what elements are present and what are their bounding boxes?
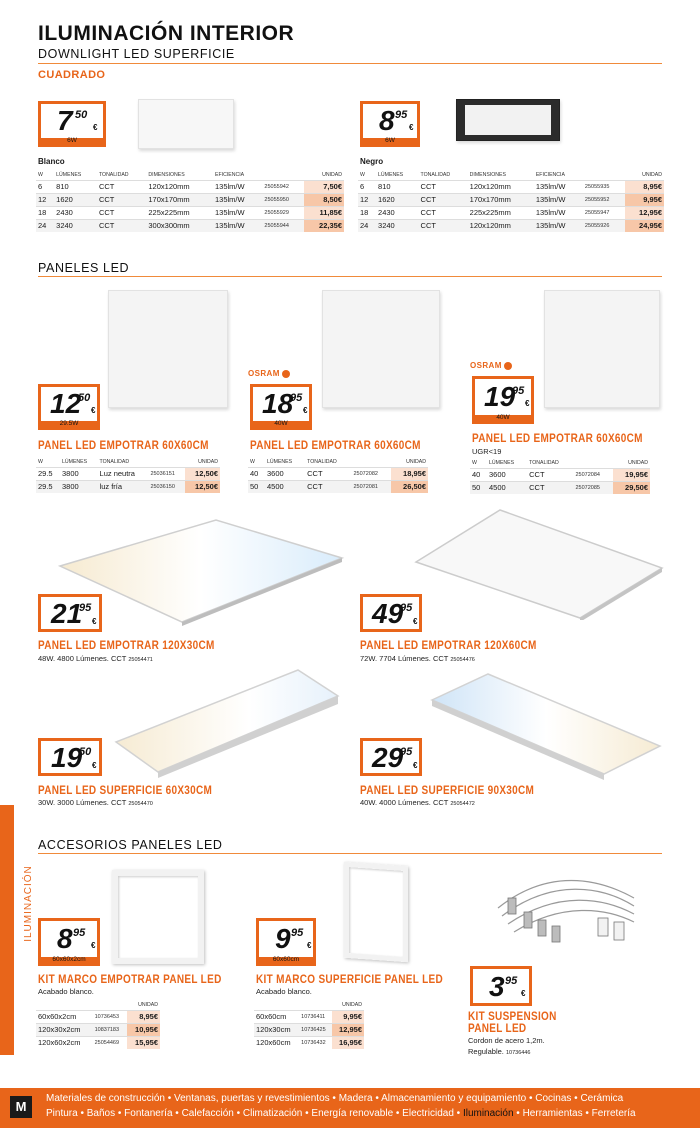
price-tag — [470, 966, 532, 1006]
cell-price: 8,95€ — [127, 1010, 160, 1023]
product-image-frame-superficie — [344, 862, 408, 962]
product-image-frame-empotrar — [112, 870, 204, 964]
cell: 120x60x2cm — [36, 1036, 93, 1049]
price-integer: 18 — [262, 388, 294, 419]
product-desc — [38, 654, 153, 663]
th-tonalidad: TONALIDAD — [98, 171, 129, 178]
price-tag — [360, 101, 420, 147]
th-code — [583, 170, 625, 180]
cell: CCT — [305, 480, 351, 493]
cell: 135lm/W — [534, 180, 583, 193]
spec-table-p1 — [36, 457, 220, 493]
cell-code: 25036151 — [148, 467, 185, 480]
desc-text: 30W. 3000 Lúmenes. CCT — [38, 798, 127, 807]
cell: 810 — [54, 180, 97, 193]
cell: 3600 — [487, 468, 527, 481]
th-w: W — [250, 458, 255, 465]
product-title: KIT MARCO EMPOTRAR PANEL LED — [38, 974, 222, 987]
cell: 4500 — [265, 480, 305, 493]
spec-table-black — [358, 170, 664, 232]
cell: 135lm/W — [534, 219, 583, 232]
brand-logo: M — [10, 1096, 32, 1118]
product-title: PANEL LED SUPERFICIE 60X30CM — [38, 785, 213, 798]
th-unidad: UNIDAD — [642, 171, 662, 178]
cell-code: 10736453 — [93, 1010, 128, 1023]
desc-text: 40W. 4000 Lúmenes. CCT — [360, 798, 449, 807]
cell: CCT — [527, 468, 573, 481]
product-image-black-downlight — [456, 99, 560, 141]
price-integer: 7 — [57, 105, 73, 136]
product-title: PANEL LED EMPOTRAR 60X60CM — [472, 433, 643, 446]
cell-code: 25055935 — [583, 180, 625, 193]
price-cents: 95 — [400, 602, 413, 614]
osram-logo — [248, 369, 290, 378]
cell: CCT — [97, 206, 146, 219]
brand-label: OSRAM — [470, 361, 502, 370]
side-label-text: ILUMINACIÓN — [22, 865, 34, 942]
price-cents: 95 — [291, 927, 304, 939]
product-title: KIT MARCO SUPERFICIE PANEL LED — [256, 974, 443, 987]
cell: 170x170mm — [468, 193, 534, 206]
price-tag — [472, 376, 534, 424]
product-title: PANEL LED EMPOTRAR 60X60CM — [250, 440, 421, 453]
price-integer: 29 — [372, 742, 404, 773]
product-image-panel-60x60-ugr — [544, 290, 660, 408]
cell: CCT — [97, 193, 146, 206]
cell: 135lm/W — [534, 193, 583, 206]
price-currency: € — [307, 941, 312, 950]
desc-code: 25054472 — [450, 801, 475, 807]
product-title: PANEL LED EMPOTRAR 60X60CM — [38, 440, 209, 453]
price-tag — [38, 101, 106, 147]
price-tag — [38, 918, 100, 966]
cell-code: 25055944 — [262, 219, 304, 232]
price-tag — [256, 918, 316, 966]
cell-price: 9,95€ — [332, 1010, 364, 1023]
cell: 3240 — [376, 219, 419, 232]
cell: 2430 — [376, 206, 419, 219]
price-tag-sub: 40W — [274, 420, 288, 427]
th-w: W — [38, 458, 43, 465]
table-row — [254, 1023, 364, 1036]
price-tag-sub: 60x60cm — [272, 956, 300, 963]
section-divider — [38, 276, 662, 277]
cell: 135lm/W — [213, 206, 262, 219]
cell-price: 12,95€ — [625, 206, 664, 219]
price-tag-sub: 60x60x2cm — [52, 956, 86, 963]
cell: 300x300mm — [146, 219, 213, 232]
th-lumenes: LÚMENES — [62, 458, 88, 465]
cell-price: 18,95€ — [391, 467, 428, 480]
price-tag — [38, 384, 100, 430]
product-image-panel-120x60 — [414, 508, 664, 620]
cell: 29.5 — [36, 480, 60, 493]
cell: 810 — [376, 180, 419, 193]
cell: 1620 — [376, 193, 419, 206]
spec-table-white — [36, 170, 344, 232]
cell: 120x120mm — [468, 180, 534, 193]
price-cents: 50 — [79, 746, 92, 758]
cell-code: 25055942 — [262, 180, 304, 193]
cell: CCT — [305, 467, 351, 480]
price-currency: € — [92, 617, 97, 626]
price-cents: 50 — [78, 392, 91, 404]
cell: 60x60x2cm — [36, 1010, 93, 1023]
cell: 6 — [36, 180, 54, 193]
page-title: ILUMINACIÓN INTERIOR — [38, 22, 295, 45]
cell: 3600 — [265, 467, 305, 480]
cell: CCT — [419, 180, 468, 193]
cell-price: 26,50€ — [391, 480, 428, 493]
cell: 135lm/W — [213, 219, 262, 232]
cell-code: 10736411 — [299, 1010, 332, 1023]
cell-code: 25055950 — [262, 193, 304, 206]
cell-price: 15,95€ — [127, 1036, 160, 1049]
cell: CCT — [97, 219, 146, 232]
osram-icon — [504, 362, 512, 370]
th-tonalidad: TONALIDAD — [99, 458, 130, 465]
cell: 24 — [358, 219, 376, 232]
product-desc — [38, 798, 153, 807]
product-image-panel-60x60-osram — [322, 290, 440, 408]
cell: 120x30x2cm — [36, 1023, 93, 1036]
price-cents: 95 — [400, 746, 413, 758]
table-row — [36, 1010, 160, 1023]
th-unidad: UNIDAD — [198, 458, 218, 465]
th-lumenes: LÚMENES — [56, 171, 82, 178]
cell: 135lm/W — [213, 193, 262, 206]
table-row — [358, 219, 664, 232]
th-code — [574, 458, 613, 468]
product-title: PANEL LED EMPOTRAR 120X60CM — [360, 640, 537, 653]
product-image-panel-90x30-surface — [428, 672, 664, 780]
table-row — [358, 180, 664, 193]
price-cents: 95 — [505, 975, 518, 987]
spec-table-p2 — [248, 457, 428, 493]
price-tag — [360, 594, 422, 632]
price-cents: 50 — [75, 109, 88, 121]
th-dimensiones: DIMENSIONES — [469, 171, 506, 178]
price-integer: 19 — [484, 381, 516, 412]
cell: 135lm/W — [213, 180, 262, 193]
th-size — [254, 1000, 299, 1010]
th-unidad: UNIDAD — [628, 459, 648, 466]
product-image-panel-60x60 — [108, 290, 228, 408]
cell: 3240 — [54, 219, 97, 232]
price-integer: 3 — [489, 971, 505, 1002]
cell-code: 25072082 — [352, 467, 391, 480]
price-currency: € — [91, 406, 96, 415]
table-row — [36, 467, 220, 480]
product-title: PANEL LED SUPERFICIE 90X30CM — [360, 785, 535, 798]
section-divider — [38, 63, 662, 64]
th-dimensiones: DIMENSIONES — [148, 171, 185, 178]
product-desc — [360, 798, 475, 807]
price-tag — [360, 738, 422, 776]
price-tag-sub: 40W — [496, 414, 510, 421]
cell: luz fría — [98, 480, 149, 493]
desc-text: Regulable. — [468, 1047, 504, 1056]
cell-code: 25055952 — [583, 193, 625, 206]
cell: 6 — [358, 180, 376, 193]
cell: 18 — [358, 206, 376, 219]
price-currency: € — [409, 123, 414, 132]
product-desc: Cordon de acero 1,2m. — [468, 1036, 545, 1045]
price-cents: 95 — [395, 109, 408, 121]
footer-current-category: Iluminación — [462, 1108, 514, 1119]
osram-icon — [282, 370, 290, 378]
price-tag-sub: 6W — [67, 137, 77, 144]
price-currency: € — [303, 406, 308, 415]
cell: 18 — [36, 206, 54, 219]
cell: 12 — [358, 193, 376, 206]
cell-price: 11,85€ — [304, 206, 344, 219]
th-tonalidad: TONALIDAD — [420, 171, 451, 178]
side-label — [18, 865, 34, 942]
cell: 60x60cm — [254, 1010, 299, 1023]
product-note: UGR<19 — [472, 447, 502, 456]
price-tag — [250, 384, 312, 430]
cell: 50 — [470, 481, 487, 494]
desc-code: 25054476 — [450, 657, 475, 663]
table-row — [248, 480, 428, 493]
cell: CCT — [527, 481, 573, 494]
cell: 3800 — [60, 480, 98, 493]
product-title: PANEL LED EMPOTRAR 120X30CM — [38, 640, 215, 653]
th-code — [148, 457, 185, 467]
desc-code: 10736446 — [505, 1050, 531, 1056]
spec-table-a2 — [254, 1000, 364, 1049]
price-integer: 21 — [51, 598, 83, 629]
cell-code: 10736432 — [299, 1036, 332, 1049]
cell-price: 8,50€ — [304, 193, 344, 206]
section-heading-downlight: DOWNLIGHT LED SUPERFICIE — [38, 47, 235, 61]
cell: 50 — [248, 480, 265, 493]
table-row — [254, 1036, 364, 1049]
price-tag-sub: 29.5W — [59, 420, 79, 427]
side-band — [0, 805, 14, 1055]
cell-code: 25072085 — [574, 481, 613, 494]
price-currency: € — [91, 941, 96, 950]
cell: 120x120mm — [468, 219, 534, 232]
table-row — [358, 193, 664, 206]
cell-price: 7,50€ — [304, 180, 344, 193]
th-eficiencia: EFICIENCIA — [535, 171, 565, 178]
th-lumenes: LÚMENES — [378, 171, 404, 178]
cell-price: 24,95€ — [625, 219, 664, 232]
footer-text: • Herramientas • Ferretería — [513, 1108, 636, 1119]
th-tonalidad: TONALIDAD — [529, 459, 559, 466]
price-currency: € — [92, 761, 97, 770]
desc-code: 25054470 — [128, 801, 153, 807]
cell: CCT — [419, 193, 468, 206]
price-integer: 19 — [51, 742, 83, 773]
osram-logo — [470, 361, 512, 370]
table-row — [358, 206, 664, 219]
cell-code: 25054469 — [93, 1036, 128, 1049]
price-integer: 12 — [50, 388, 82, 419]
cell: 120x120mm — [146, 180, 213, 193]
cell: 170x170mm — [146, 193, 213, 206]
cell-price: 8,95€ — [625, 180, 664, 193]
th-code — [262, 170, 304, 180]
price-tag — [38, 594, 102, 632]
variant-label: Negro — [360, 157, 384, 166]
price-cents: 95 — [79, 602, 92, 614]
cell-code: 25072084 — [574, 468, 613, 481]
th-unidad: UNIDAD — [322, 171, 342, 178]
product-desc: Acabado blanco. — [38, 987, 94, 996]
th-lumenes: LÚMENES — [267, 458, 293, 465]
table-row — [470, 481, 650, 494]
variant-label: Blanco — [38, 157, 65, 166]
table-row — [248, 467, 428, 480]
product-image-white-downlight — [138, 99, 234, 149]
cell: 40 — [470, 468, 487, 481]
section-heading-paneles: PANELES LED — [38, 261, 130, 275]
cell-code: 25055929 — [262, 206, 304, 219]
cell-price: 22,35€ — [304, 219, 344, 232]
desc-text: 72W. 7704 Lúmenes. CCT — [360, 654, 449, 663]
cell: 2430 — [54, 206, 97, 219]
price-currency: € — [413, 761, 418, 770]
desc-code: 25054471 — [128, 657, 153, 663]
cell: 120x60cm — [254, 1036, 299, 1049]
th-code — [352, 457, 391, 467]
price-currency: € — [521, 989, 526, 998]
th-w: W — [360, 171, 365, 178]
cell: 120x30cm — [254, 1023, 299, 1036]
table-row — [36, 480, 220, 493]
th-eficiencia: EFICIENCIA — [215, 171, 245, 178]
table-row — [36, 1023, 160, 1036]
cell-price: 10,95€ — [127, 1023, 160, 1036]
cell-price: 29,50€ — [613, 481, 650, 494]
price-integer: 8 — [57, 923, 73, 954]
product-desc: Acabado blanco. — [256, 987, 312, 996]
footer-category-bar — [0, 1088, 700, 1128]
desc-text: 48W. 4800 Lúmenes. CCT — [38, 654, 127, 663]
footer-categories-line2 — [46, 1108, 636, 1119]
footer-text: Pintura • Baños • Fontanería • Calefacción • Climatización • Energía renovable • Electricidad • — [46, 1108, 463, 1119]
cell: 12 — [36, 193, 54, 206]
product-image-panel-60x30-surface — [112, 668, 342, 778]
product-image-suspension-kit — [488, 868, 638, 964]
section-divider — [38, 853, 662, 854]
spec-table-a1 — [36, 1000, 160, 1049]
cell-code: 25055947 — [583, 206, 625, 219]
th-unidad: UNIDAD — [138, 1001, 158, 1008]
section-heading-accesorios: ACCESORIOS PANELES LED — [38, 838, 223, 852]
cell-code: 10837183 — [93, 1023, 128, 1036]
price-currency: € — [93, 123, 98, 132]
cell: CCT — [419, 206, 468, 219]
price-integer: 8 — [379, 105, 395, 136]
product-title-2: PANEL LED — [468, 1023, 527, 1036]
price-currency: € — [413, 617, 418, 626]
product-desc — [360, 654, 475, 663]
table-row — [36, 219, 344, 232]
th-unidad: UNIDAD — [342, 1001, 362, 1008]
cell: 225x225mm — [146, 206, 213, 219]
table-row — [36, 206, 344, 219]
cell: CCT — [97, 180, 146, 193]
th-code — [93, 1000, 128, 1010]
price-integer: 49 — [372, 598, 404, 629]
product-desc-2 — [468, 1047, 530, 1056]
th-lumenes: LÚMENES — [489, 459, 515, 466]
table-row — [36, 180, 344, 193]
cell-code: 25072081 — [352, 480, 391, 493]
cell: 225x225mm — [468, 206, 534, 219]
table-row — [470, 468, 650, 481]
cell-price: 12,50€ — [185, 480, 220, 493]
price-cents: 95 — [290, 392, 303, 404]
price-integer: 9 — [275, 923, 291, 954]
cell-price: 19,95€ — [613, 468, 650, 481]
cell: Luz neutra — [98, 467, 149, 480]
th-size — [36, 1000, 93, 1010]
cell: 40 — [248, 467, 265, 480]
cell: 135lm/W — [534, 206, 583, 219]
cell: 24 — [36, 219, 54, 232]
cell-price: 12,95€ — [332, 1023, 364, 1036]
th-tonalidad: TONALIDAD — [307, 458, 337, 465]
cell: 1620 — [54, 193, 97, 206]
cell-code: 25055926 — [583, 219, 625, 232]
price-tag — [38, 738, 102, 776]
th-code — [299, 1000, 332, 1010]
table-row — [36, 1036, 160, 1049]
brand-label: OSRAM — [248, 369, 280, 378]
price-cents: 95 — [73, 927, 86, 939]
spec-table-p3 — [470, 458, 650, 494]
table-row — [254, 1010, 364, 1023]
cell-price: 12,50€ — [185, 467, 220, 480]
cell: 4500 — [487, 481, 527, 494]
subheading-cuadrado: CUADRADO — [38, 69, 106, 81]
footer-categories-line1: Materiales de construcción • Ventanas, puertas y revestimientos • Madera • Almacenamiento y equipamiento • Cocinas • Cerámica — [46, 1093, 624, 1104]
price-tag-sub: 6W — [385, 137, 395, 144]
cell: 29.5 — [36, 467, 60, 480]
th-unidad: UNIDAD — [406, 458, 426, 465]
price-cents: 95 — [512, 385, 525, 397]
cell: CCT — [419, 219, 468, 232]
cell-price: 9,95€ — [625, 193, 664, 206]
cell-price: 16,95€ — [332, 1036, 364, 1049]
product-title: KIT SUSPENSION — [468, 1011, 557, 1024]
cell-code: 25036150 — [148, 480, 185, 493]
table-row — [36, 193, 344, 206]
th-w: W — [38, 171, 43, 178]
price-currency: € — [525, 399, 530, 408]
cell-code: 10736425 — [299, 1023, 332, 1036]
th-w: W — [472, 459, 477, 466]
cell: 3800 — [60, 467, 98, 480]
